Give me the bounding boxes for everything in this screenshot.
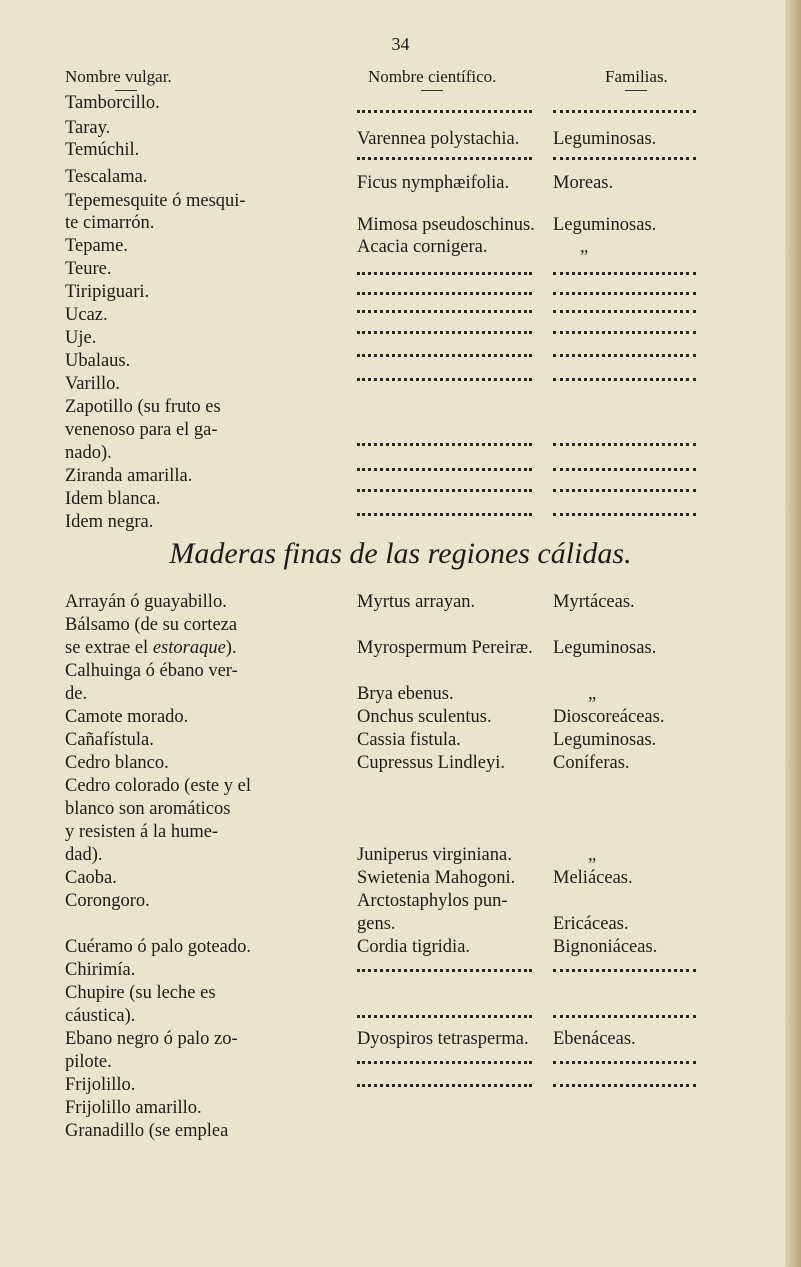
common-name bbox=[65, 637, 237, 659]
dotted-leader bbox=[553, 489, 696, 492]
dotted-leader bbox=[553, 310, 696, 313]
common-name: Bálsamo (de su corteza bbox=[65, 615, 238, 635]
scientific-name: Cupressus Lindleyi. bbox=[357, 753, 505, 773]
common-name: Teure. bbox=[65, 259, 112, 279]
common-name: Idem negra. bbox=[65, 512, 154, 532]
common-name: Calhuinga ó ébano ver- bbox=[65, 661, 238, 681]
header-scientific-name bbox=[368, 67, 496, 91]
dotted-leader bbox=[357, 969, 532, 972]
page-edge bbox=[785, 0, 801, 1267]
common-name: cáustica). bbox=[65, 1006, 136, 1026]
dotted-leader bbox=[357, 489, 532, 492]
common-name: Tepemesquite ó mesqui- bbox=[65, 191, 246, 211]
common-name: Ubalaus. bbox=[65, 351, 131, 371]
dotted-leader bbox=[357, 292, 532, 295]
common-name: Chupire (su leche es bbox=[65, 983, 216, 1003]
dotted-leader bbox=[357, 331, 532, 334]
dotted-leader bbox=[553, 1061, 696, 1064]
common-name: Taray. bbox=[65, 118, 111, 138]
scientific-name: Brya ebenus. bbox=[357, 684, 454, 704]
common-name: venenoso para el ga- bbox=[65, 420, 218, 440]
ditto-mark: „ bbox=[588, 684, 597, 704]
common-name: de. bbox=[65, 684, 88, 704]
common-name: Frijolillo. bbox=[65, 1075, 136, 1095]
scientific-name: Acacia cornigera. bbox=[357, 237, 488, 257]
common-name-part: se extrae el bbox=[65, 638, 153, 658]
common-name: Tamborcillo. bbox=[65, 93, 160, 113]
common-name: Tepame. bbox=[65, 236, 128, 256]
common-name: dad). bbox=[65, 845, 103, 865]
dotted-leader bbox=[553, 1084, 696, 1087]
scientific-name: Juniperus virginiana. bbox=[357, 845, 512, 865]
common-name: Corongoro. bbox=[65, 891, 150, 911]
common-name: Ziranda amarilla. bbox=[65, 466, 193, 486]
scientific-name: gens. bbox=[357, 914, 396, 934]
common-name: Ebano negro ó palo zo- bbox=[65, 1029, 238, 1049]
dotted-leader bbox=[357, 1061, 532, 1064]
scientific-name: Cassia fistula. bbox=[357, 730, 461, 750]
scientific-name: Onchus sculentus. bbox=[357, 707, 492, 727]
family-name: Leguminosas. bbox=[553, 215, 657, 235]
scientific-name: Ficus nymphæifolia. bbox=[357, 173, 510, 193]
common-name: Granadillo (se emplea bbox=[65, 1121, 229, 1141]
header-common-name-text: Nombre vulgar. bbox=[65, 67, 172, 86]
dotted-leader bbox=[553, 354, 696, 357]
common-name: Cuéramo ó palo goteado. bbox=[65, 937, 251, 957]
dotted-leader bbox=[357, 468, 532, 471]
common-name: Varillo. bbox=[65, 374, 120, 394]
common-name: Chirimía. bbox=[65, 960, 136, 980]
dotted-leader bbox=[357, 354, 532, 357]
common-name: blanco son aromáticos bbox=[65, 799, 231, 819]
dotted-leader bbox=[553, 378, 696, 381]
common-name: te cimarrón. bbox=[65, 213, 155, 233]
common-name: pilote. bbox=[65, 1052, 112, 1072]
family-name: Bignoniáceas. bbox=[553, 937, 658, 957]
common-name: Camote morado. bbox=[65, 707, 189, 727]
common-name: Arrayán ó guayabillo. bbox=[65, 592, 227, 612]
dotted-leader bbox=[553, 272, 696, 275]
header-underline bbox=[625, 90, 647, 91]
family-name: Leguminosas. bbox=[553, 730, 657, 750]
common-name: Cedro blanco. bbox=[65, 753, 169, 773]
common-name: Cañafístula. bbox=[65, 730, 154, 750]
scientific-name: Cordia tigridia. bbox=[357, 937, 471, 957]
dotted-leader bbox=[357, 378, 532, 381]
scientific-name: Arctostaphylos pun- bbox=[357, 891, 508, 911]
family-name: Ericáceas. bbox=[553, 914, 629, 934]
ditto-mark: „ bbox=[588, 845, 597, 865]
common-name-part: ). bbox=[225, 638, 237, 658]
dotted-leader bbox=[553, 443, 696, 446]
dotted-leader bbox=[553, 969, 696, 972]
header-common-name bbox=[65, 67, 172, 91]
family-name: Moreas. bbox=[553, 173, 614, 193]
dotted-leader bbox=[357, 110, 532, 113]
scientific-name: Swietenia Mahogoni. bbox=[357, 868, 516, 888]
scientific-name: Varennea polystachia. bbox=[357, 129, 520, 149]
common-name: Tiripiguari. bbox=[65, 282, 150, 302]
common-name: Tescalama. bbox=[65, 167, 148, 187]
common-name: Ucaz. bbox=[65, 305, 108, 325]
dotted-leader bbox=[357, 310, 532, 313]
dotted-leader bbox=[553, 292, 696, 295]
ditto-mark: „ bbox=[580, 237, 589, 257]
common-name: Temúchil. bbox=[65, 140, 140, 160]
scientific-name: Mimosa pseudoschinus. bbox=[357, 215, 535, 235]
family-name: Myrtáceas. bbox=[553, 592, 635, 612]
dotted-leader bbox=[553, 331, 696, 334]
family-name: Dioscoreáceas. bbox=[553, 707, 665, 727]
header-family bbox=[605, 67, 668, 91]
dotted-leader bbox=[357, 513, 532, 516]
common-name: Caoba. bbox=[65, 868, 117, 888]
header-scientific-name-text: Nombre científico. bbox=[368, 67, 497, 86]
dotted-leader bbox=[553, 513, 696, 516]
dotted-leader bbox=[357, 272, 532, 275]
common-name: nado). bbox=[65, 443, 112, 463]
common-name: Frijolillo amarillo. bbox=[65, 1098, 202, 1118]
dotted-leader bbox=[553, 157, 696, 160]
dotted-leader bbox=[357, 1084, 532, 1087]
family-name: Leguminosas. bbox=[553, 129, 657, 149]
common-name: Uje. bbox=[65, 328, 97, 348]
section-title: Maderas finas de las regiones cálidas. bbox=[169, 537, 632, 570]
scientific-name: Myrospermum Pereiræ. bbox=[357, 638, 533, 658]
family-name: Leguminosas. bbox=[553, 638, 657, 658]
common-name: Idem blanca. bbox=[65, 489, 161, 509]
header-family-text: Familias. bbox=[605, 67, 668, 86]
family-name: Meliáceas. bbox=[553, 868, 633, 888]
header-underline bbox=[421, 90, 443, 91]
dotted-leader bbox=[357, 443, 532, 446]
scientific-name: Dyospiros tetrasperma. bbox=[357, 1029, 529, 1049]
dotted-leader bbox=[553, 1015, 696, 1018]
dotted-leader bbox=[553, 468, 696, 471]
family-name: Coníferas. bbox=[553, 753, 630, 773]
dotted-leader bbox=[357, 1015, 532, 1018]
common-name: Zapotillo (su fruto es bbox=[65, 397, 221, 417]
common-name-italic: estoraque bbox=[152, 638, 226, 658]
common-name: y resisten á la hume- bbox=[65, 822, 219, 842]
scientific-name: Myrtus arrayan. bbox=[357, 592, 476, 612]
header-underline bbox=[115, 90, 137, 91]
common-name: Cedro colorado (este y el bbox=[65, 776, 251, 796]
dotted-leader bbox=[553, 110, 696, 113]
family-name: Ebenáceas. bbox=[553, 1029, 636, 1049]
dotted-leader bbox=[357, 157, 532, 160]
page-number: 34 bbox=[391, 34, 410, 54]
